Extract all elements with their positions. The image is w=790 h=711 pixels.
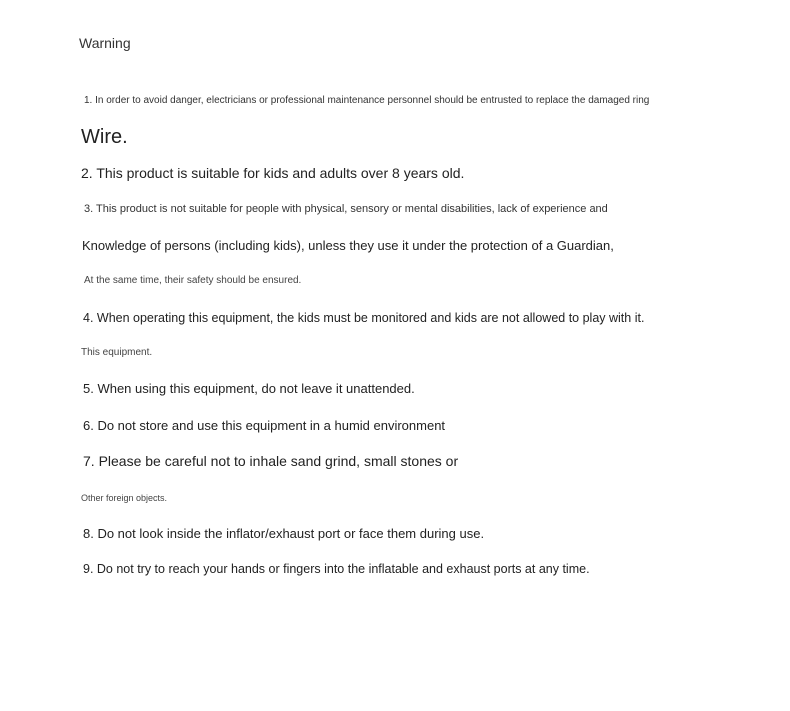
warning-line-3-cont: Knowledge of persons (including kids), unless they use it under the protection of a Guardian, (82, 238, 614, 253)
warning-line-8: 8. Do not look inside the inflator/exhaust port or face them during use. (83, 526, 485, 541)
warning-line-7: 7. Please be careful not to inhale sand grind, small stones or (83, 453, 459, 469)
warning-line-3-intro: 3. This product is not suitable for people with physical, sensory or mental disabilities, lack of experience and (84, 203, 608, 215)
warning-line-4-cont: This equipment. (81, 347, 153, 358)
warning-line-7-cont: Other foreign objects. (81, 493, 168, 503)
warning-line-4: 4. When operating this equipment, the kids must be monitored and kids are not allowed to play with it. (83, 311, 645, 325)
warning-heading: Warning (79, 35, 131, 51)
warning-line-6: 6. Do not store and use this equipment in a humid environment (83, 418, 446, 433)
warning-line-9: 9. Do not try to reach your hands or fingers into the inflatable and exhaust ports at any time. (83, 562, 590, 576)
warning-line-1-cont: Wire. (81, 126, 128, 148)
warning-line-3-end: At the same time, their safety should be ensured. (84, 275, 302, 286)
warning-line-5: 5. When using this equipment, do not leave it unattended. (83, 381, 415, 396)
warning-line-2: 2. This product is suitable for kids and adults over 8 years old. (81, 165, 465, 181)
warning-line-1-intro: 1. In order to avoid danger, electricians or professional maintenance personnel should be entrusted to replace the damaged ring (84, 95, 650, 106)
